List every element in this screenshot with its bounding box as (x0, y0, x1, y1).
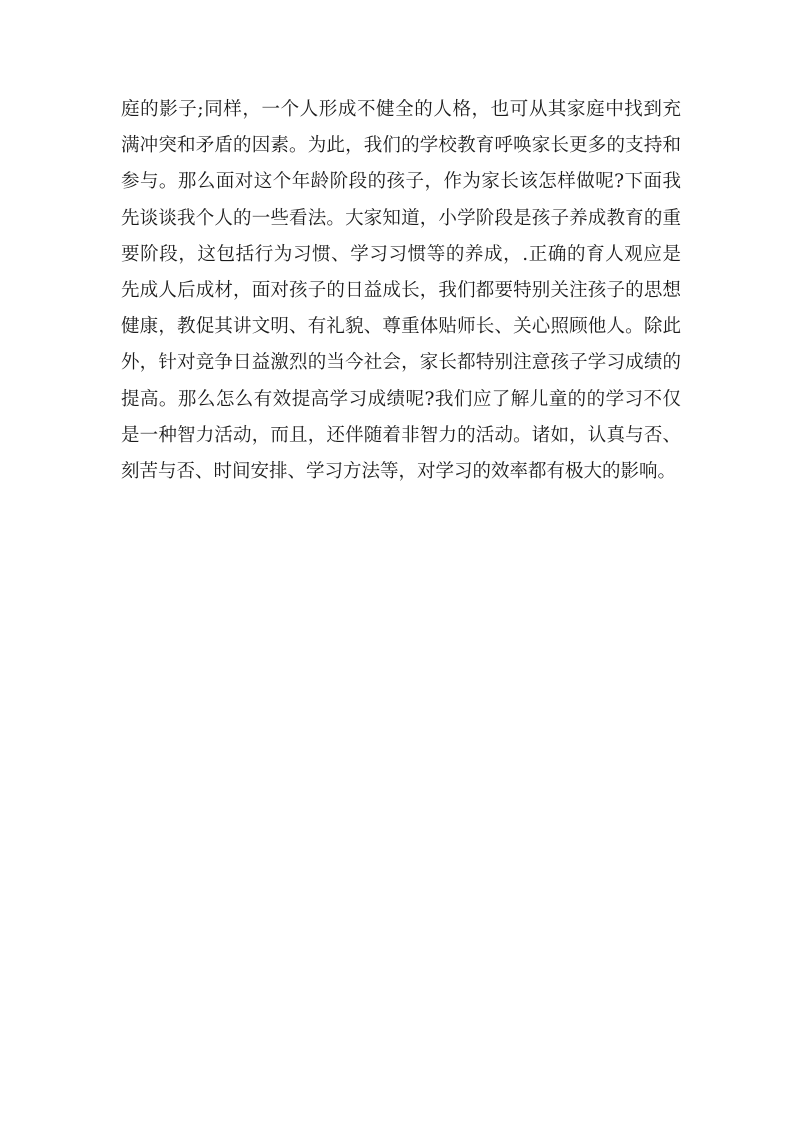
text-line: 参与。那么面对这个年龄阶段的孩子，作为家长该怎样做呢?下面我 (121, 171, 681, 193)
text-line: 健康，教促其讲文明、有礼貌、尊重体贴师长、关心照顾他人。除此 (121, 316, 681, 338)
text-line: 提高。那么怎么有效提高学习成绩呢?我们应了解儿童的的学习不仅 (121, 388, 681, 410)
text-line: 刻苦与否、时间安排、学习方法等，对学习的效率都有极大的影响。 (121, 460, 677, 482)
text-line: 庭的影子;同样，一个人形成不健全的人格，也可从其家庭中找到充 (121, 99, 681, 120)
text-line: 满冲突和矛盾的因素。为此，我们的学校教育呼唤家长更多的支持和 (121, 135, 681, 157)
body-paragraph (121, 92, 681, 490)
text-line: 先谈谈我个人的一些看法。大家知道，小学阶段是孩子养成教育的重 (121, 207, 681, 229)
text-line: 要阶段，这包括行为习惯、学习习惯等的养成，.正确的育人观应是 (121, 243, 681, 265)
text-line: 是一种智力活动，而且，还伴随着非智力的活动。诸如，认真与否、 (121, 424, 681, 446)
text-line: 外，针对竞争日益激烈的当今社会，家长都特别注意孩子学习成绩的 (121, 352, 681, 374)
text-line: 先成人后成材，面对孩子的日益成长，我们都要特别关注孩子的思想 (121, 279, 681, 301)
